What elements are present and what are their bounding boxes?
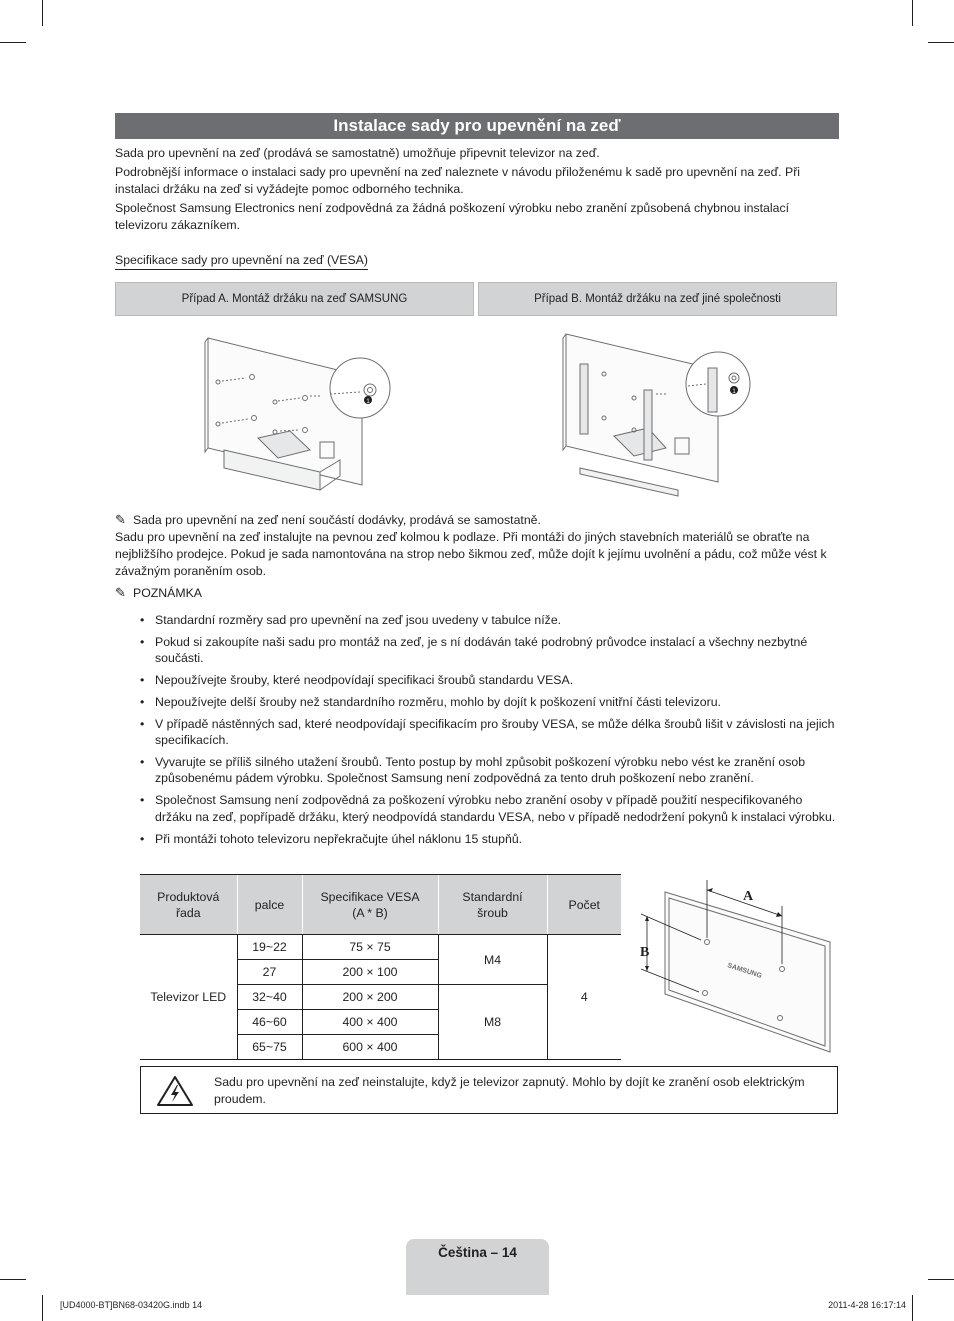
screw-cell: M8 — [438, 985, 547, 1060]
note-text: Sadu pro upevnění na zeď instalujte na pevnou zeď kolmou k podlaze. Při montáži do jiných stavebních materiálů se obraťte na nejbližšího prodejce. Pokud je sada namontována na strop nebo šikmou zeď, může dojít k jejímu uvolnění a pádu, což může vést k závažným poraněním osob. — [115, 530, 827, 578]
list-item: • Vyvarujte se příliš silného utažení šroubů. Tento postup by mohl způsobit poškození výrobku nebo vést ke zranění osob způsobenému pádem výrobku. Společnost Samsung není zodpovědná za tento druh poškození nebo zranění. — [140, 754, 840, 787]
table-row — [140, 935, 621, 960]
table-cell: 27 — [237, 960, 302, 985]
table-header-cell: Standardní šroub — [438, 875, 547, 935]
crop-mark — [928, 1279, 954, 1280]
table-header-cell: Specifikace VESA (A * B) — [302, 875, 438, 935]
vesa-dimension-diagram — [635, 872, 840, 1057]
table-cell: 200 × 100 — [302, 960, 438, 985]
crop-mark — [0, 42, 26, 43]
note-bullet-list — [140, 612, 840, 852]
table-header-cell: Počet — [547, 875, 621, 935]
table-header-row — [140, 875, 621, 935]
electric-shock-warning-icon — [156, 1075, 194, 1107]
table-header-cell: palce — [237, 875, 302, 935]
intro-paragraph: Společnost Samsung Electronics není zodpovědná za žádná poškození výrobku nebo zranění způsobená chybnou instalací televizoru zákazníkem. — [115, 200, 790, 232]
crop-mark — [928, 42, 954, 43]
screw-cell: M4 — [438, 935, 547, 985]
dimension-label-a: A — [743, 889, 754, 904]
case-a-header: Případ A. Montáž držáku na zeď SAMSUNG — [115, 282, 474, 316]
crop-mark — [912, 1295, 913, 1321]
vesa-spec-table — [140, 874, 621, 1060]
crop-mark — [42, 0, 43, 26]
pencil-memo-icon: ✎ — [115, 512, 126, 527]
table-cell: 75 × 75 — [302, 935, 438, 960]
product-line-cell: Televizor LED — [140, 935, 237, 1060]
intro-text — [115, 145, 839, 236]
table-cell: 600 × 400 — [302, 1035, 438, 1060]
table-cell: 46~60 — [237, 1010, 302, 1035]
callout-number: 1 — [732, 389, 736, 395]
vesa-spec-heading: Specifikace sady pro upevnění na zeď (VESA) — [115, 252, 368, 270]
page-number-label: Čeština – 14 — [438, 1245, 517, 1260]
table-header-cell: Produktová řada — [140, 875, 237, 935]
case-b-illustration — [560, 330, 760, 500]
list-item: • V případě nástěnných sad, které neodpovídají specifikacím pro šrouby VESA, se může délka šroubů lišit v závislosti na jejich specifikacích. — [140, 716, 840, 749]
list-item: • Standardní rozměry sad pro upevnění na zeď jsou uvedeny v tabulce níže. — [140, 612, 840, 629]
table-cell: 32~40 — [237, 985, 302, 1010]
crop-mark — [0, 1279, 26, 1280]
file-info: [UD4000-BT]BN68-03420G.indb 14 — [60, 1300, 203, 1310]
list-item: • Při montáži tohoto televizoru nepřekračujte úhel náklonu 15 stupňů. — [140, 831, 840, 848]
warning-box — [140, 1066, 838, 1114]
pencil-memo-icon: ✎ — [115, 585, 126, 600]
dimension-label-b: B — [640, 945, 650, 960]
table-cell: 65~75 — [237, 1035, 302, 1060]
list-item: • Pokud si zakoupíte naši sadu pro montáž na zeď, je s ní dodáván také podrobný průvodce instalací a všechny nezbytné součásti. — [140, 634, 840, 667]
table-cell: 200 × 200 — [302, 985, 438, 1010]
brand-logo-text: SAMSUNG — [726, 962, 763, 980]
note-item: ✎ Sada pro upevnění na zeď není součástí dodávky, prodává se samostatně. — [115, 512, 541, 527]
list-item: • Nepoužívejte šrouby, které neodpovídají specifikaci šroubů standardu VESA. — [140, 672, 840, 689]
case-a-illustration — [200, 330, 400, 500]
notes-section — [115, 511, 839, 602]
intro-paragraph: Podrobnější informace o instalaci sady pro upevnění na zeď naleznete v návodu přiloženému k sadě pro upevnění na zeď. Při instalaci držáku na zeď si vyžádejte pomoc odborného technika. — [115, 164, 801, 196]
table-cell: 400 × 400 — [302, 1010, 438, 1035]
crop-mark — [912, 0, 913, 26]
list-item: • Společnost Samsung není zodpovědná za poškození výrobku nebo zranění osoby v případě použití nespecifikovaného držáku na zeď, popřípadě držáku, který neodpovídá standardu VESA, nebo v případě nedodržení pokynů k instalaci výrobku. — [140, 792, 840, 825]
case-b-header: Případ B. Montáž držáku na zeď jiné společnosti — [478, 282, 837, 316]
count-cell: 4 — [547, 935, 621, 1060]
file-date: 2011-4-28 16:17:14 — [828, 1300, 906, 1310]
table-cell: 19~22 — [237, 935, 302, 960]
warning-text: Sadu pro upevnění na zeď neinstalujte, když je televizor zapnutý. Mohlo by dojít ke zranění osob elektrickým proudem. — [214, 1075, 805, 1106]
section-title: Instalace sady pro upevnění na zeď — [115, 113, 839, 139]
list-item: • Nepoužívejte delší šrouby než standardního rozměru, mohlo by dojít k poškození vnitřní části televizoru. — [140, 694, 840, 711]
note-heading: ✎ POZNÁMKA — [115, 585, 203, 600]
callout-number: 1 — [366, 399, 370, 405]
crop-mark — [42, 1295, 43, 1321]
intro-paragraph: Sada pro upevnění na zeď (prodává se samostatně) umožňuje připevnit televizor na zeď. — [115, 146, 600, 160]
